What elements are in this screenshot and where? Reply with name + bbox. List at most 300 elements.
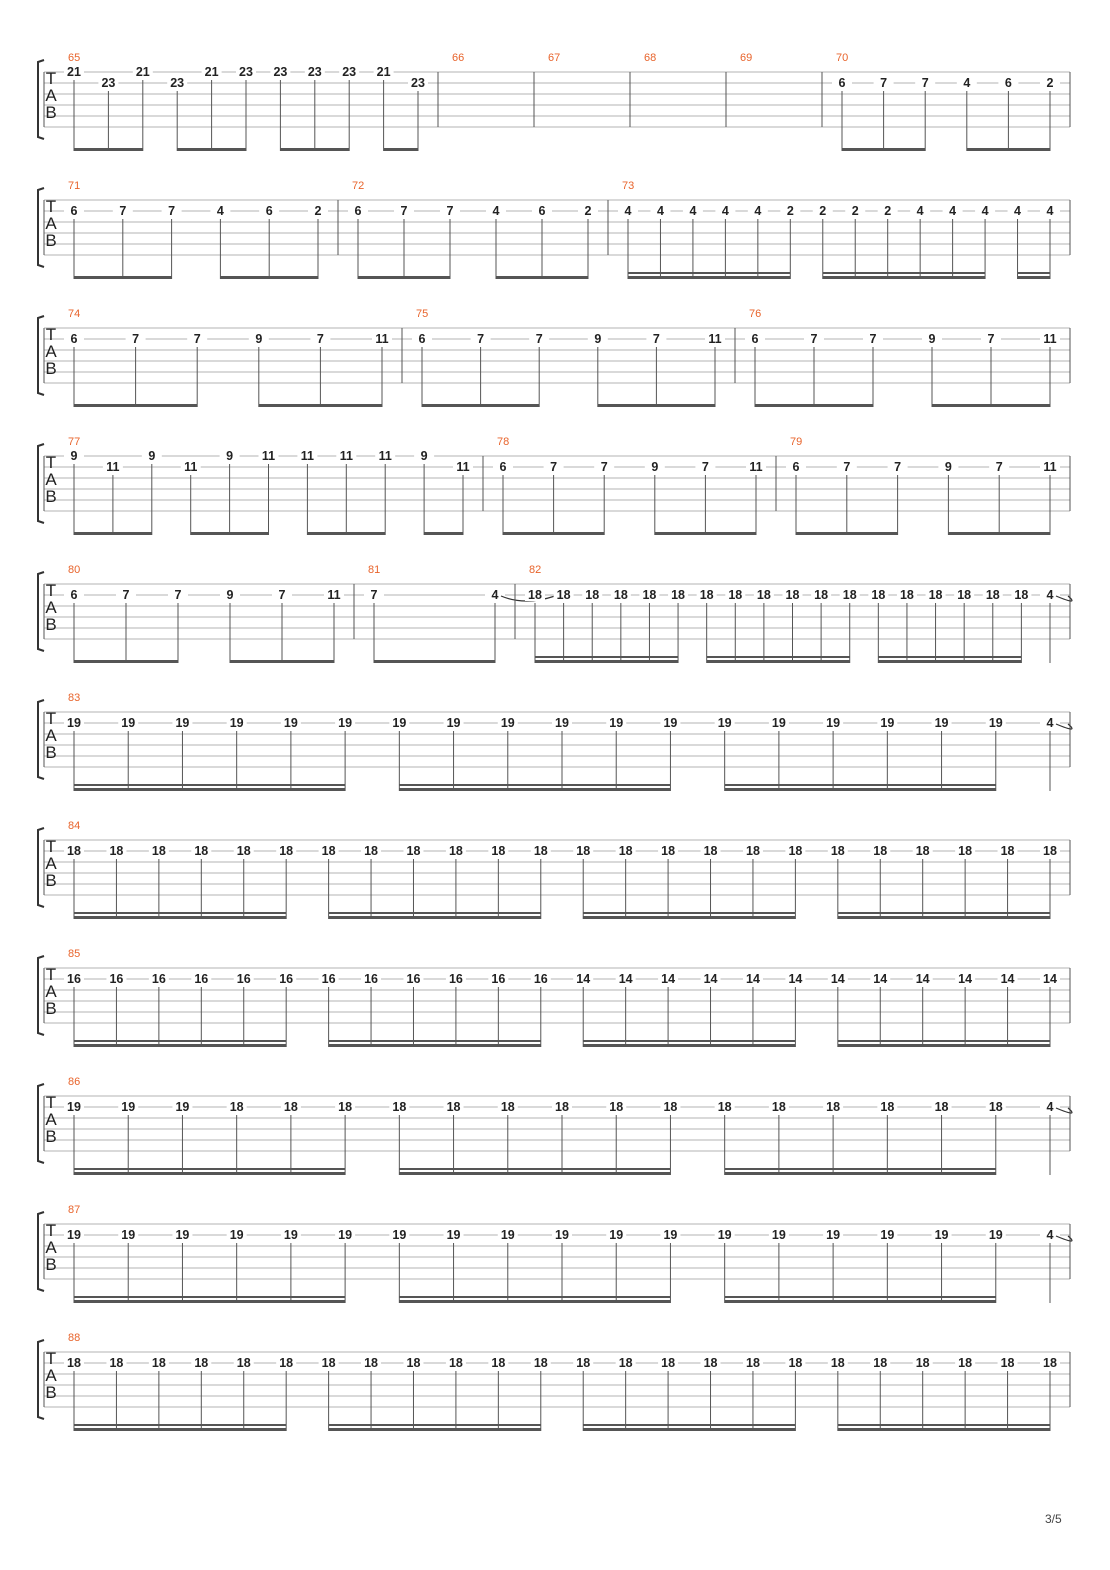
fret-number: 14: [788, 972, 803, 986]
tab-clef-letter: T: [45, 1349, 57, 1368]
beam: [628, 276, 790, 279]
fret-number: 19: [826, 1228, 841, 1242]
fret-number: 7: [987, 332, 995, 346]
beam: [725, 788, 996, 791]
fret-number: 4: [1046, 588, 1054, 602]
beam: [307, 532, 385, 535]
fret-number: 19: [392, 1228, 407, 1242]
fret-number: 18: [661, 1356, 676, 1370]
system-bracket: [38, 956, 44, 1035]
beam: [598, 404, 715, 407]
beam: [583, 1428, 795, 1431]
beam: [967, 148, 1050, 151]
fret-number: 18: [830, 1356, 845, 1370]
fret-number: 11: [456, 460, 470, 474]
fret-number: 18: [279, 1356, 294, 1370]
beam: [74, 1428, 286, 1431]
fret-number: 18: [703, 1356, 718, 1370]
fret-number: 18: [988, 1100, 1003, 1114]
fret-number: 18: [576, 844, 591, 858]
beam-secondary: [329, 1424, 541, 1426]
fret-number: 18: [958, 1356, 973, 1370]
fret-number: 14: [873, 972, 888, 986]
beam: [384, 148, 418, 151]
fret-number: 19: [446, 716, 461, 730]
fret-number: 4: [1046, 1228, 1054, 1242]
fret-number: 7: [122, 588, 130, 602]
bar-number: 84: [68, 820, 81, 832]
beam: [838, 1428, 1050, 1431]
bar-number: 75: [416, 308, 429, 320]
beam-secondary: [535, 656, 678, 658]
fret-number: 6: [751, 332, 759, 346]
fret-number: 7: [400, 204, 408, 218]
beam: [655, 532, 756, 535]
fret-number: 18: [771, 1100, 786, 1114]
tab-clef-letter: B: [45, 1127, 57, 1146]
beam-secondary: [399, 784, 670, 786]
system-10: [38, 1204, 1072, 1303]
fret-number: 9: [651, 460, 659, 474]
fret-number: 18: [746, 844, 760, 858]
fret-number: 6: [1004, 76, 1012, 90]
fret-number: 18: [321, 1356, 336, 1370]
beam: [399, 1172, 670, 1175]
fret-number: 19: [446, 1228, 461, 1242]
fret-number: 11: [184, 460, 198, 474]
fret-number: 19: [988, 716, 1003, 730]
beam: [74, 1172, 345, 1175]
fret-number: 19: [283, 716, 298, 730]
fret-number: 4: [1046, 1100, 1054, 1114]
system-11: [38, 1332, 1070, 1431]
system-bracket: [38, 1340, 44, 1419]
fret-number: 7: [278, 588, 286, 602]
tab-clef-letter: A: [45, 214, 57, 233]
tab-clef-letter: A: [45, 854, 57, 873]
tab-clef-letter: B: [45, 615, 57, 634]
fret-number: 19: [826, 716, 841, 730]
fret-number: 21: [204, 65, 219, 79]
fret-number: 18: [279, 844, 294, 858]
beam: [358, 276, 450, 279]
fret-number: 23: [101, 76, 116, 90]
beam: [177, 148, 246, 151]
fret-number: 18: [151, 1356, 166, 1370]
fret-number: 4: [492, 204, 500, 218]
tab-clef-letter: B: [45, 999, 57, 1018]
beam-secondary: [329, 1040, 541, 1042]
bar-number: 88: [68, 1332, 81, 1344]
fret-number: 18: [406, 1356, 421, 1370]
bar-number: 68: [644, 52, 657, 64]
fret-number: 14: [1000, 972, 1015, 986]
tab-clef-letter: T: [45, 581, 57, 600]
system-bracket: [38, 700, 44, 779]
beam: [74, 404, 197, 407]
fret-number: 18: [491, 844, 506, 858]
fret-number: 4: [981, 204, 989, 218]
fret-number: 16: [491, 972, 506, 986]
fret-number: 2: [851, 204, 859, 218]
fret-number: 19: [500, 1228, 515, 1242]
beam: [707, 660, 850, 663]
fret-number: 19: [880, 716, 895, 730]
fret-number: 9: [928, 332, 936, 346]
fret-number: 19: [121, 1228, 136, 1242]
tab-clef-letter: A: [45, 1110, 57, 1129]
fret-number: 18: [873, 1356, 888, 1370]
bar-number: 65: [68, 52, 81, 64]
beam: [374, 660, 495, 663]
fret-number: 7: [995, 460, 1003, 474]
beam-secondary: [838, 1040, 1050, 1042]
tab-clef-letter: T: [45, 453, 57, 472]
tab-clef-letter: T: [45, 197, 57, 216]
bar-number: 81: [368, 564, 381, 576]
fret-number: 18: [194, 1356, 209, 1370]
beam-secondary: [74, 1424, 286, 1426]
fret-number: 18: [194, 844, 209, 858]
tab-clef-letter: A: [45, 470, 57, 489]
beam: [842, 148, 925, 151]
fret-number: 18: [663, 1100, 678, 1114]
fret-number: 19: [717, 716, 732, 730]
beam: [583, 916, 795, 919]
fret-number: 19: [555, 1228, 569, 1242]
fret-number: 18: [392, 1100, 407, 1114]
beam: [220, 276, 318, 279]
fret-number: 18: [67, 1356, 81, 1370]
beam: [74, 788, 345, 791]
system-5: [38, 564, 1072, 663]
beam: [1018, 276, 1050, 279]
beam-secondary: [74, 912, 286, 914]
fret-number: 18: [1043, 1356, 1057, 1370]
tab-clef-letter: T: [45, 1221, 57, 1240]
beam-secondary: [628, 272, 790, 274]
fret-number: 18: [788, 1356, 803, 1370]
system-bracket: [38, 60, 44, 139]
fret-number: 21: [67, 65, 81, 79]
beam-secondary: [838, 912, 1050, 914]
fret-number: 23: [239, 65, 253, 79]
beam: [838, 916, 1050, 919]
beam-secondary: [329, 912, 541, 914]
fret-number: 18: [448, 844, 463, 858]
beam: [74, 148, 143, 151]
fret-number: 18: [533, 1356, 548, 1370]
fret-number: 14: [1043, 972, 1057, 986]
beam-secondary: [399, 1168, 670, 1170]
fret-number: 18: [934, 1100, 949, 1114]
fret-number: 18: [491, 1356, 506, 1370]
tab-clef-letter: B: [45, 231, 57, 250]
fret-number: 19: [67, 1228, 81, 1242]
tab-clef-letter: B: [45, 103, 57, 122]
system-7: [38, 820, 1070, 919]
beam: [725, 1172, 996, 1175]
fret-number: 7: [843, 460, 851, 474]
fret-number: 6: [70, 588, 78, 602]
fret-number: 2: [786, 204, 794, 218]
fret-number: 6: [838, 76, 846, 90]
fret-number: 11: [300, 449, 315, 463]
fret-number: 19: [229, 716, 244, 730]
fret-number: 4: [916, 204, 924, 218]
tab-clef-letter: B: [45, 1255, 57, 1274]
fret-number: 18: [826, 1100, 841, 1114]
fret-number: 18: [448, 1356, 463, 1370]
fret-number: 16: [67, 972, 81, 986]
fret-number: 19: [229, 1228, 244, 1242]
fret-number: 18: [985, 588, 1000, 602]
fret-number: 7: [119, 204, 127, 218]
fret-number: 18: [785, 588, 800, 602]
system-bracket: [38, 828, 44, 907]
tab-clef-letter: A: [45, 342, 57, 361]
fret-number: 14: [703, 972, 718, 986]
fret-number: 19: [121, 1100, 136, 1114]
fret-number: 9: [944, 460, 952, 474]
fret-number: 18: [533, 844, 548, 858]
fret-number: 23: [342, 65, 357, 79]
beam: [535, 660, 678, 663]
fret-number: 19: [283, 1228, 298, 1242]
beam: [280, 148, 349, 151]
bar-number: 80: [68, 564, 81, 576]
fret-number: 7: [316, 332, 324, 346]
fret-number: 18: [873, 844, 888, 858]
beam: [230, 660, 334, 663]
fret-number: 23: [411, 76, 425, 90]
fret-number: 19: [338, 1228, 353, 1242]
fret-number: 18: [957, 588, 972, 602]
beam: [823, 276, 985, 279]
fret-number: 11: [1043, 460, 1057, 474]
fret-number: 18: [915, 844, 930, 858]
fret-number: 18: [585, 588, 600, 602]
beam: [74, 660, 178, 663]
fret-number: 7: [880, 76, 888, 90]
beam: [329, 1044, 541, 1047]
fret-number: 14: [618, 972, 633, 986]
bar-number: 71: [68, 180, 81, 192]
fret-number: 11: [375, 332, 389, 346]
fret-number: 18: [756, 588, 771, 602]
beam-secondary: [1018, 272, 1050, 274]
bar-number: 74: [68, 308, 81, 320]
fret-number: 18: [1000, 1356, 1015, 1370]
beam: [932, 404, 1050, 407]
beam-secondary: [583, 1424, 795, 1426]
system-1: [38, 52, 1070, 151]
beam: [422, 404, 539, 407]
fret-number: 7: [535, 332, 543, 346]
fret-number: 6: [70, 332, 78, 346]
tab-clef-letter: A: [45, 598, 57, 617]
beam: [948, 532, 1050, 535]
beam-secondary: [838, 1424, 1050, 1426]
fret-number: 23: [170, 76, 185, 90]
fret-number: 18: [364, 844, 378, 858]
fret-number: 7: [894, 460, 902, 474]
beam-secondary: [707, 656, 850, 658]
beam: [424, 532, 463, 535]
fret-number: 18: [236, 1356, 251, 1370]
fret-number: 4: [1014, 204, 1022, 218]
system-bracket: [38, 444, 44, 523]
beam: [496, 276, 588, 279]
fret-number: 18: [1043, 844, 1057, 858]
bar-number: 66: [452, 52, 465, 64]
page-number: 3/5: [1045, 1512, 1062, 1526]
fret-number: 16: [406, 972, 421, 986]
fret-number: 2: [314, 204, 322, 218]
beam: [755, 404, 873, 407]
fret-number: 11: [1043, 332, 1057, 346]
beam-secondary: [583, 912, 795, 914]
fret-number: 4: [721, 204, 729, 218]
fret-number: 19: [175, 1228, 190, 1242]
beam-secondary: [74, 784, 345, 786]
fret-number: 7: [174, 588, 182, 602]
system-2: [38, 180, 1070, 279]
fret-number: 9: [148, 449, 156, 463]
fret-number: 19: [934, 1228, 949, 1242]
fret-number: 14: [958, 972, 973, 986]
fret-number: 6: [418, 332, 426, 346]
beam: [74, 1044, 286, 1047]
fret-number: 6: [792, 460, 800, 474]
system-bracket: [38, 188, 44, 267]
fret-number: 18: [915, 1356, 930, 1370]
fret-number: 4: [656, 204, 664, 218]
fret-number: 6: [499, 460, 507, 474]
beam-secondary: [725, 784, 996, 786]
tab-clef-letter: A: [45, 982, 57, 1001]
tab-clef-letter: A: [45, 1366, 57, 1385]
fret-number: 19: [988, 1228, 1003, 1242]
system-bracket: [38, 316, 44, 395]
fret-number: 16: [236, 972, 251, 986]
fret-number: 18: [928, 588, 943, 602]
beam: [399, 788, 670, 791]
bar-number: 87: [68, 1204, 81, 1216]
bar-number: 69: [740, 52, 753, 64]
beam: [74, 532, 152, 535]
fret-number: 18: [151, 844, 166, 858]
bar-number: 77: [68, 436, 81, 448]
fret-number: 7: [810, 332, 818, 346]
fret-number: 18: [109, 844, 124, 858]
fret-number: 18: [699, 588, 714, 602]
fret-number: 18: [842, 588, 857, 602]
beam-secondary: [583, 1040, 795, 1042]
beam: [878, 660, 1021, 663]
fret-number: 4: [963, 76, 971, 90]
fret-number: 11: [378, 449, 392, 463]
system-bracket: [38, 1084, 44, 1163]
fret-number: 4: [216, 204, 224, 218]
fret-number: 19: [771, 1228, 786, 1242]
fret-number: 16: [364, 972, 378, 986]
beam-secondary: [399, 1296, 670, 1298]
fret-number: 18: [899, 588, 914, 602]
system-bracket: [38, 572, 44, 651]
bar-number: 72: [352, 180, 365, 192]
fret-number: 9: [226, 449, 234, 463]
fret-number: 4: [949, 204, 957, 218]
fret-number: 18: [364, 1356, 378, 1370]
beam: [399, 1300, 670, 1303]
fret-number: 2: [819, 204, 827, 218]
tab-clef-letter: T: [45, 709, 57, 728]
bar-number: 70: [836, 52, 849, 64]
fret-number: 7: [550, 460, 558, 474]
fret-number: 7: [132, 332, 140, 346]
bar-number: 67: [548, 52, 561, 64]
fret-number: 4: [1046, 204, 1054, 218]
tab-clef-letter: B: [45, 359, 57, 378]
fret-number: 6: [265, 204, 273, 218]
tab-clef-letter: B: [45, 871, 57, 890]
beam: [329, 916, 541, 919]
fret-number: 7: [193, 332, 201, 346]
fret-number: 7: [869, 332, 877, 346]
beam: [259, 404, 382, 407]
fret-number: 18: [283, 1100, 298, 1114]
tab-clef-letter: B: [45, 1383, 57, 1402]
fret-number: 18: [1000, 844, 1015, 858]
tab-clef-letter: T: [45, 965, 57, 984]
fret-number: 18: [618, 1356, 633, 1370]
fret-number: 18: [1014, 588, 1029, 602]
fret-number: 7: [652, 332, 660, 346]
fret-number: 2: [1046, 76, 1054, 90]
fret-number: 18: [236, 844, 251, 858]
tab-clef-letter: T: [45, 325, 57, 344]
fret-number: 7: [370, 588, 378, 602]
fret-number: 18: [609, 1100, 624, 1114]
fret-number: 7: [477, 332, 485, 346]
fret-number: 6: [354, 204, 362, 218]
fret-number: 16: [533, 972, 548, 986]
beam: [74, 916, 286, 919]
beam: [583, 1044, 795, 1047]
fret-number: 18: [109, 1356, 124, 1370]
tab-clef-letter: T: [45, 1093, 57, 1112]
fret-number: 11: [708, 332, 722, 346]
fret-number: 18: [229, 1100, 244, 1114]
fret-number: 18: [728, 588, 743, 602]
fret-number: 11: [749, 460, 763, 474]
fret-number: 18: [814, 588, 829, 602]
beam: [796, 532, 898, 535]
beam: [74, 276, 172, 279]
fret-number: 16: [151, 972, 166, 986]
bar-number: 76: [749, 308, 762, 320]
fret-number: 7: [446, 204, 454, 218]
fret-number: 9: [70, 449, 78, 463]
fret-number: 18: [671, 588, 686, 602]
bar-number: 83: [68, 692, 81, 704]
fret-number: 4: [491, 588, 499, 602]
tab-clef-letter: T: [45, 69, 57, 88]
beam-secondary: [725, 1168, 996, 1170]
fret-number: 18: [871, 588, 886, 602]
fret-number: 4: [624, 204, 632, 218]
